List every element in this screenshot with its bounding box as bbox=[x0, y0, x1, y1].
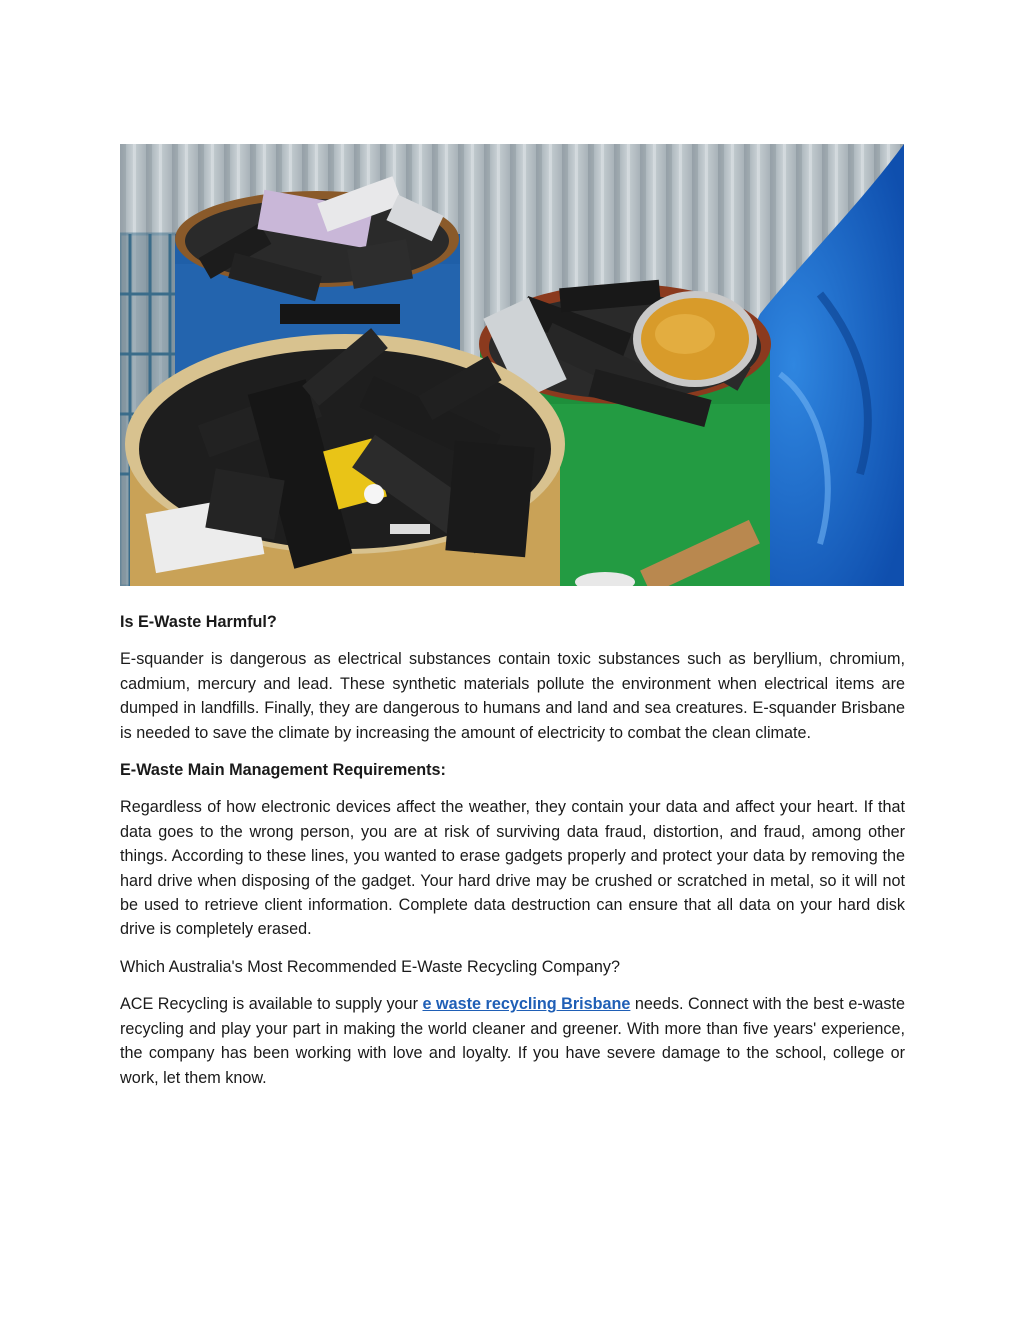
e-waste-recycling-link[interactable]: e waste recycling Brisbane bbox=[422, 995, 631, 1014]
section-heading-harmful: Is E-Waste Harmful? bbox=[120, 613, 277, 631]
drum-lid bbox=[633, 291, 757, 387]
section-question: Which Australia's Most Recommended E-Waste Recycling Company? bbox=[120, 957, 620, 976]
section-heading-requirements: E-Waste Main Management Requirements: bbox=[120, 761, 446, 780]
article-body bbox=[120, 610, 905, 1103]
e-waste-batteries-illustration bbox=[120, 144, 904, 586]
e-waste-photo bbox=[120, 144, 904, 586]
paragraph-text-before-link: ACE Recycling is available to supply your bbox=[120, 995, 423, 1014]
section-paragraph-harmful: E-squander is dangerous as electrical substances contain toxic substances such as beryllium, chromium, cadmium, mercury and lead. These synthetic materials pollute the environment when electrical items are dumped in landfills. Finally, they are dangerous to humans and land and sea creatures. E-squander Brisbane is needed to save the climate by increasing the amount of electricity to combat the clean climate. bbox=[120, 650, 905, 742]
section-paragraph-requirements: Regardless of how electronic devices affect the weather, they contain your data and affect your heart. If that data goes to the wrong person, you are at risk of surviving data fraud, distortion, and fraud, among other things. According to these lines, you wanted to erase gadgets properly and protect your data by removing the hard drive when disposing of the gadget. Your hard drive may be crushed or scratched in metal, so it will not be used to retrieve client information. Complete data destruction can ensure that all data on your hard disk drive is completely erased. bbox=[120, 798, 905, 939]
paragraph-text-after-link: needs. Connect with the best e-waste recycling and play your part in making the world cleaner and greener. With more than five years' experience, the company has been working with love and loyalty. If you have severe damage to the school, college or work, let them know. bbox=[120, 995, 905, 1087]
section-paragraph-company bbox=[120, 992, 905, 1090]
